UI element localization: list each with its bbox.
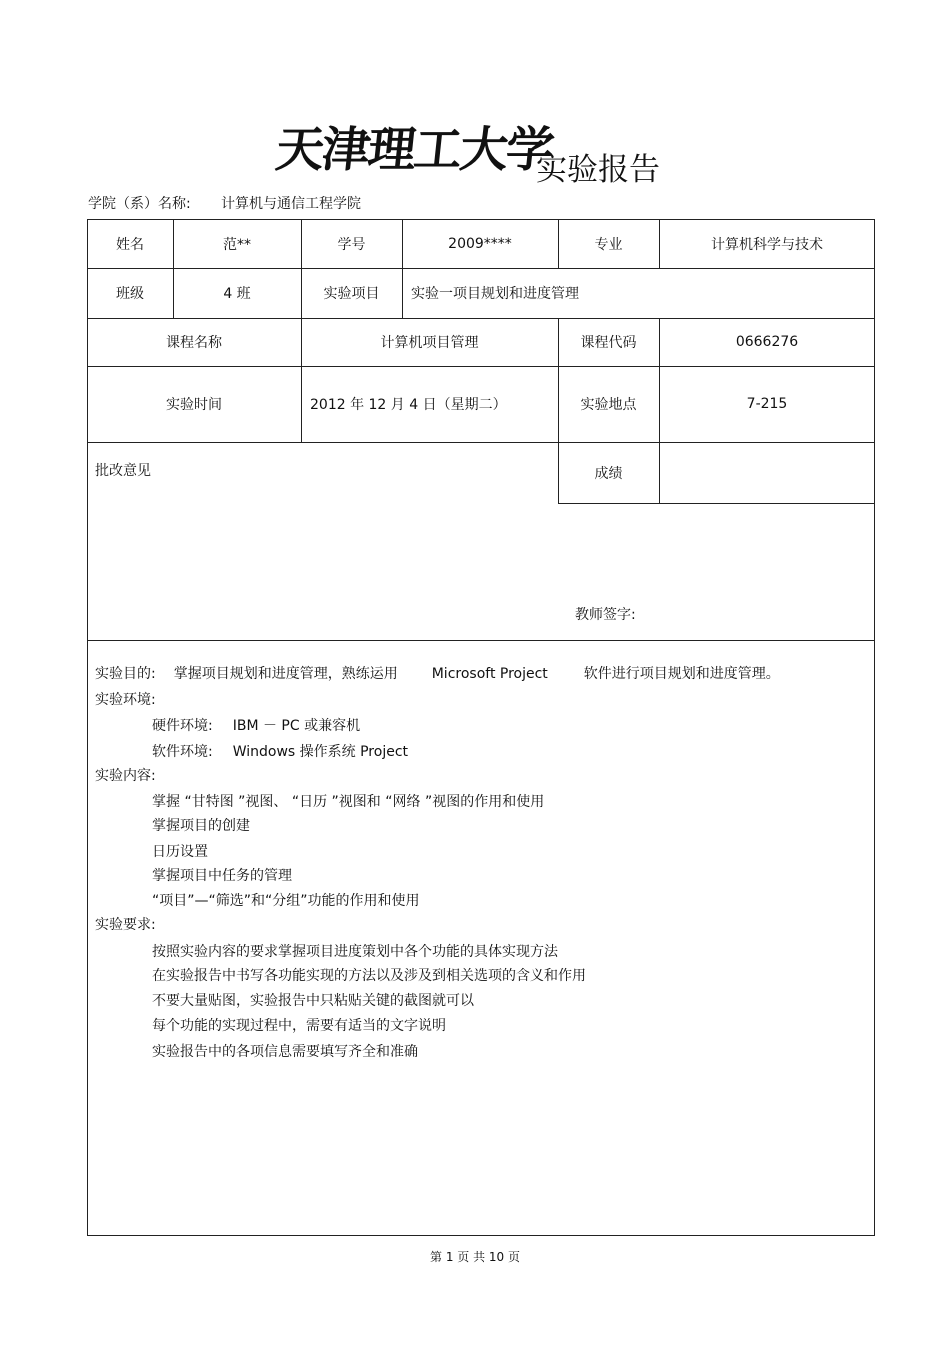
environment-label: 实验环境: <box>95 692 156 708</box>
hardware-label: 硬件环境: <box>152 718 213 734</box>
grade-label: 成绩 <box>594 465 623 482</box>
purpose-label: 实验目的: <box>95 666 156 682</box>
major-label: 专业 <box>594 236 623 253</box>
requirement-item: 实验报告中的各项信息需要填写齐全和准确 <box>152 1044 418 1060</box>
content-item: 掌握项目中任务的管理 <box>152 868 292 884</box>
time-value: 2012 年 12 月 4 日（星期二） <box>310 397 507 413</box>
university-logo: 天津理工大学 <box>273 122 555 178</box>
department-line <box>88 194 361 214</box>
purpose-text-1: 掌握项目规划和进度管理，熟练运用 <box>173 666 398 682</box>
row-divider <box>87 640 875 641</box>
department-label: 学院（系）名称: <box>88 196 191 212</box>
department-value: 计算机与通信工程学院 <box>221 196 361 212</box>
course-name-label: 课程名称 <box>166 335 222 351</box>
requirement-item: 在实验报告中书写各功能实现的方法以及涉及到相关选项的含义和作用 <box>152 968 586 984</box>
time-label: 实验时间 <box>166 397 222 413</box>
purpose-text-2: Microsoft Project <box>431 666 548 682</box>
content-item: 日历设置 <box>152 844 208 860</box>
project-value: 实验一项目规划和进度管理 <box>411 286 579 302</box>
course-code-label: 课程代码 <box>580 335 637 351</box>
requirement-item: 按照实验内容的要求掌握项目进度策划中各个功能的具体实现方法 <box>152 944 558 960</box>
hardware-line <box>152 716 360 736</box>
teacher-signature-label: 教师签字: <box>575 607 636 623</box>
purpose-text-3: 软件进行项目规划和进度管理。 <box>583 666 780 682</box>
student-id-value: 2009**** <box>448 235 512 252</box>
student-id-label: 学号 <box>337 236 366 253</box>
software-line <box>152 742 408 762</box>
class-label: 班级 <box>116 286 144 302</box>
name-label: 姓名 <box>116 236 144 253</box>
requirement-item: 不要大量贴图，实验报告中只粘贴关键的截图就可以 <box>152 993 474 1009</box>
software-value: Windows 操作系统 Project <box>232 744 409 760</box>
purpose-line <box>95 664 780 684</box>
location-label: 实验地点 <box>580 397 637 413</box>
report-title: 实验报告 <box>536 152 660 188</box>
requirement-item: 每个功能的实现过程中，需要有适当的文字说明 <box>152 1018 446 1034</box>
course-name-value: 计算机项目管理 <box>380 335 479 351</box>
page-number: 第 1 页 共 10 页 <box>430 1250 520 1264</box>
class-value: 4 班 <box>223 286 251 302</box>
row-divider <box>558 503 875 504</box>
name-value: 范** <box>223 236 251 253</box>
location-value: 7-215 <box>746 396 788 412</box>
content-label: 实验内容: <box>95 768 156 784</box>
requirements-label: 实验要求: <box>95 917 156 933</box>
report-header <box>0 118 950 198</box>
content-item: 掌握 “甘特图 ”视图、 “日历 ”视图和 “网络 ”视图的作用和使用 <box>152 794 545 810</box>
project-label: 实验项目 <box>323 286 380 302</box>
content-item: “项目”—“筛选”和“分组”功能的作用和使用 <box>152 893 420 909</box>
hardware-value: IBM － PC 或兼容机 <box>232 718 361 734</box>
content-item: 掌握项目的创建 <box>152 818 250 834</box>
comments-label: 批改意见 <box>95 463 151 479</box>
major-value: 计算机科学与技术 <box>711 236 823 253</box>
grade-value <box>659 442 875 503</box>
software-label: 软件环境: <box>152 744 213 760</box>
course-code-value: 0666276 <box>735 334 799 350</box>
